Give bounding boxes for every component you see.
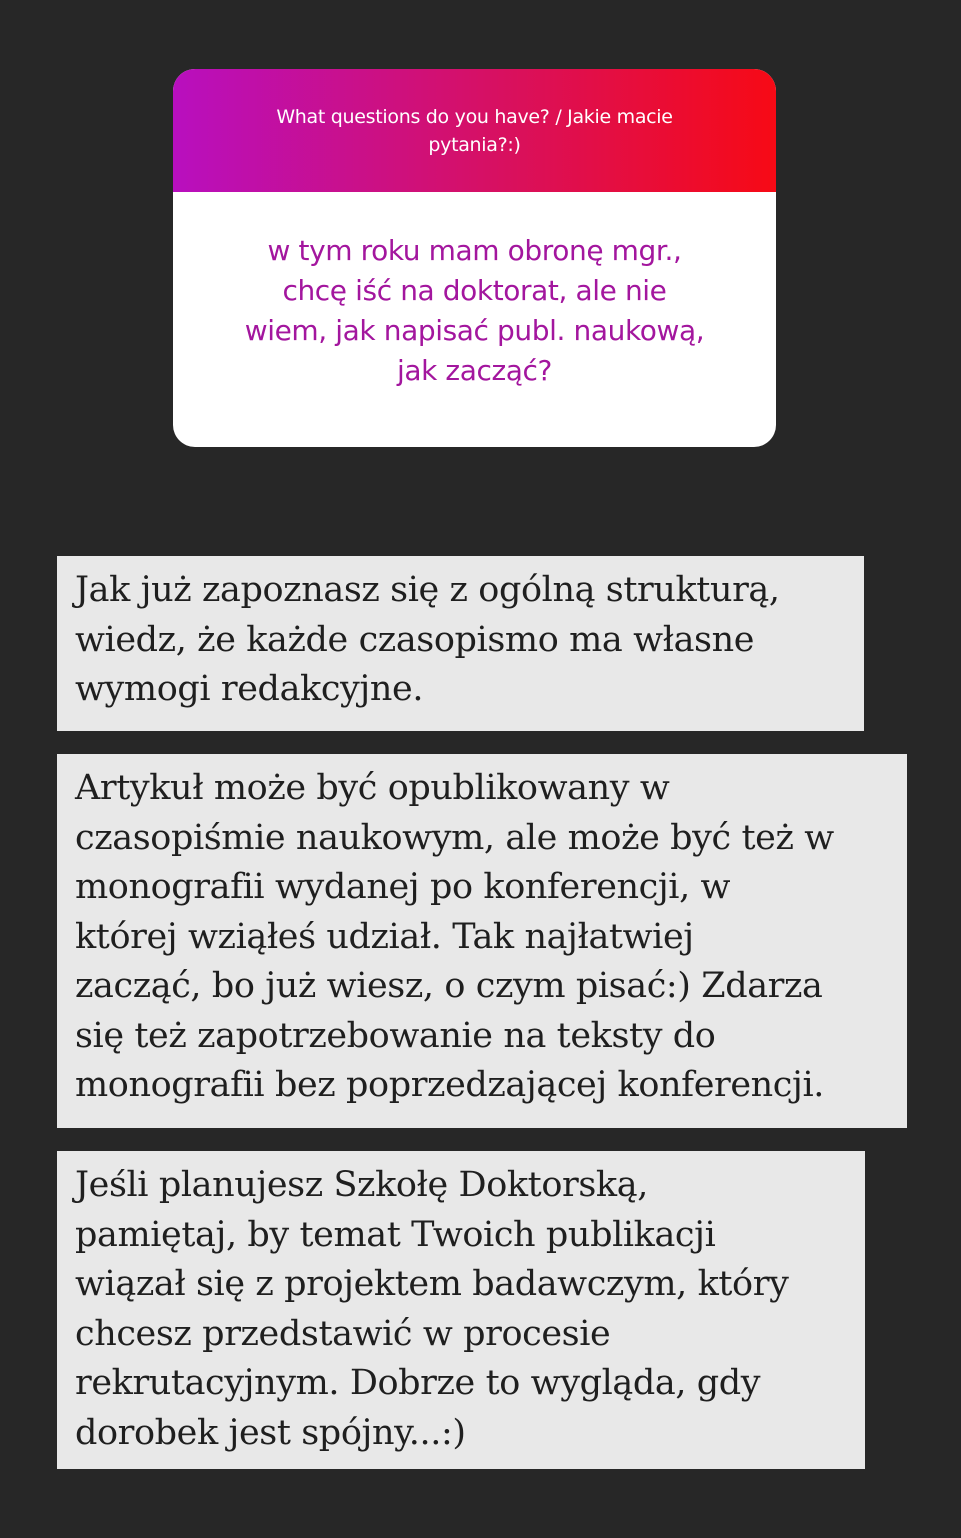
question-sticker-header bbox=[173, 69, 776, 192]
question-answer: w tym roku mam obronę mgr., chcę iść na doktorat, ale nie wiem, jak napisać publ. naukową, jak zacząć? bbox=[244, 233, 705, 387]
question-sticker-body bbox=[173, 192, 776, 447]
text-block-structure-text: Jak już zapoznasz się z ogólną strukturą, wiedz, że każde czasopismo ma własne wymogi redakcyjne. bbox=[75, 570, 780, 709]
text-block-structure bbox=[57, 556, 864, 731]
text-block-publication-text: Artykuł może być opublikowany w czasopiśmie naukowym, ale może być też w monografii wydanej po konferencji, w której wziąłeś udział. Tak najłatwiej zacząć, bo już wiesz, o czym pisać:) Zdarza się też zapotrzebowanie na teksty do monografii bez poprzedzającej konferencji. bbox=[75, 768, 834, 1105]
text-block-publication bbox=[57, 754, 907, 1128]
question-prompt: What questions do you have? / Jakie macie pytania?:) bbox=[276, 105, 673, 156]
text-block-doctoral-school-text: Jeśli planujesz Szkołę Doktorską, pamiętaj, by temat Twoich publikacji wiązał się z projektem badawczym, który chcesz przedstawić w procesie rekrutacyjnym. Dobrze to wygląda, gdy dorobek jest spójny...:) bbox=[75, 1165, 789, 1453]
question-sticker bbox=[173, 69, 776, 447]
text-block-doctoral-school bbox=[57, 1151, 865, 1469]
